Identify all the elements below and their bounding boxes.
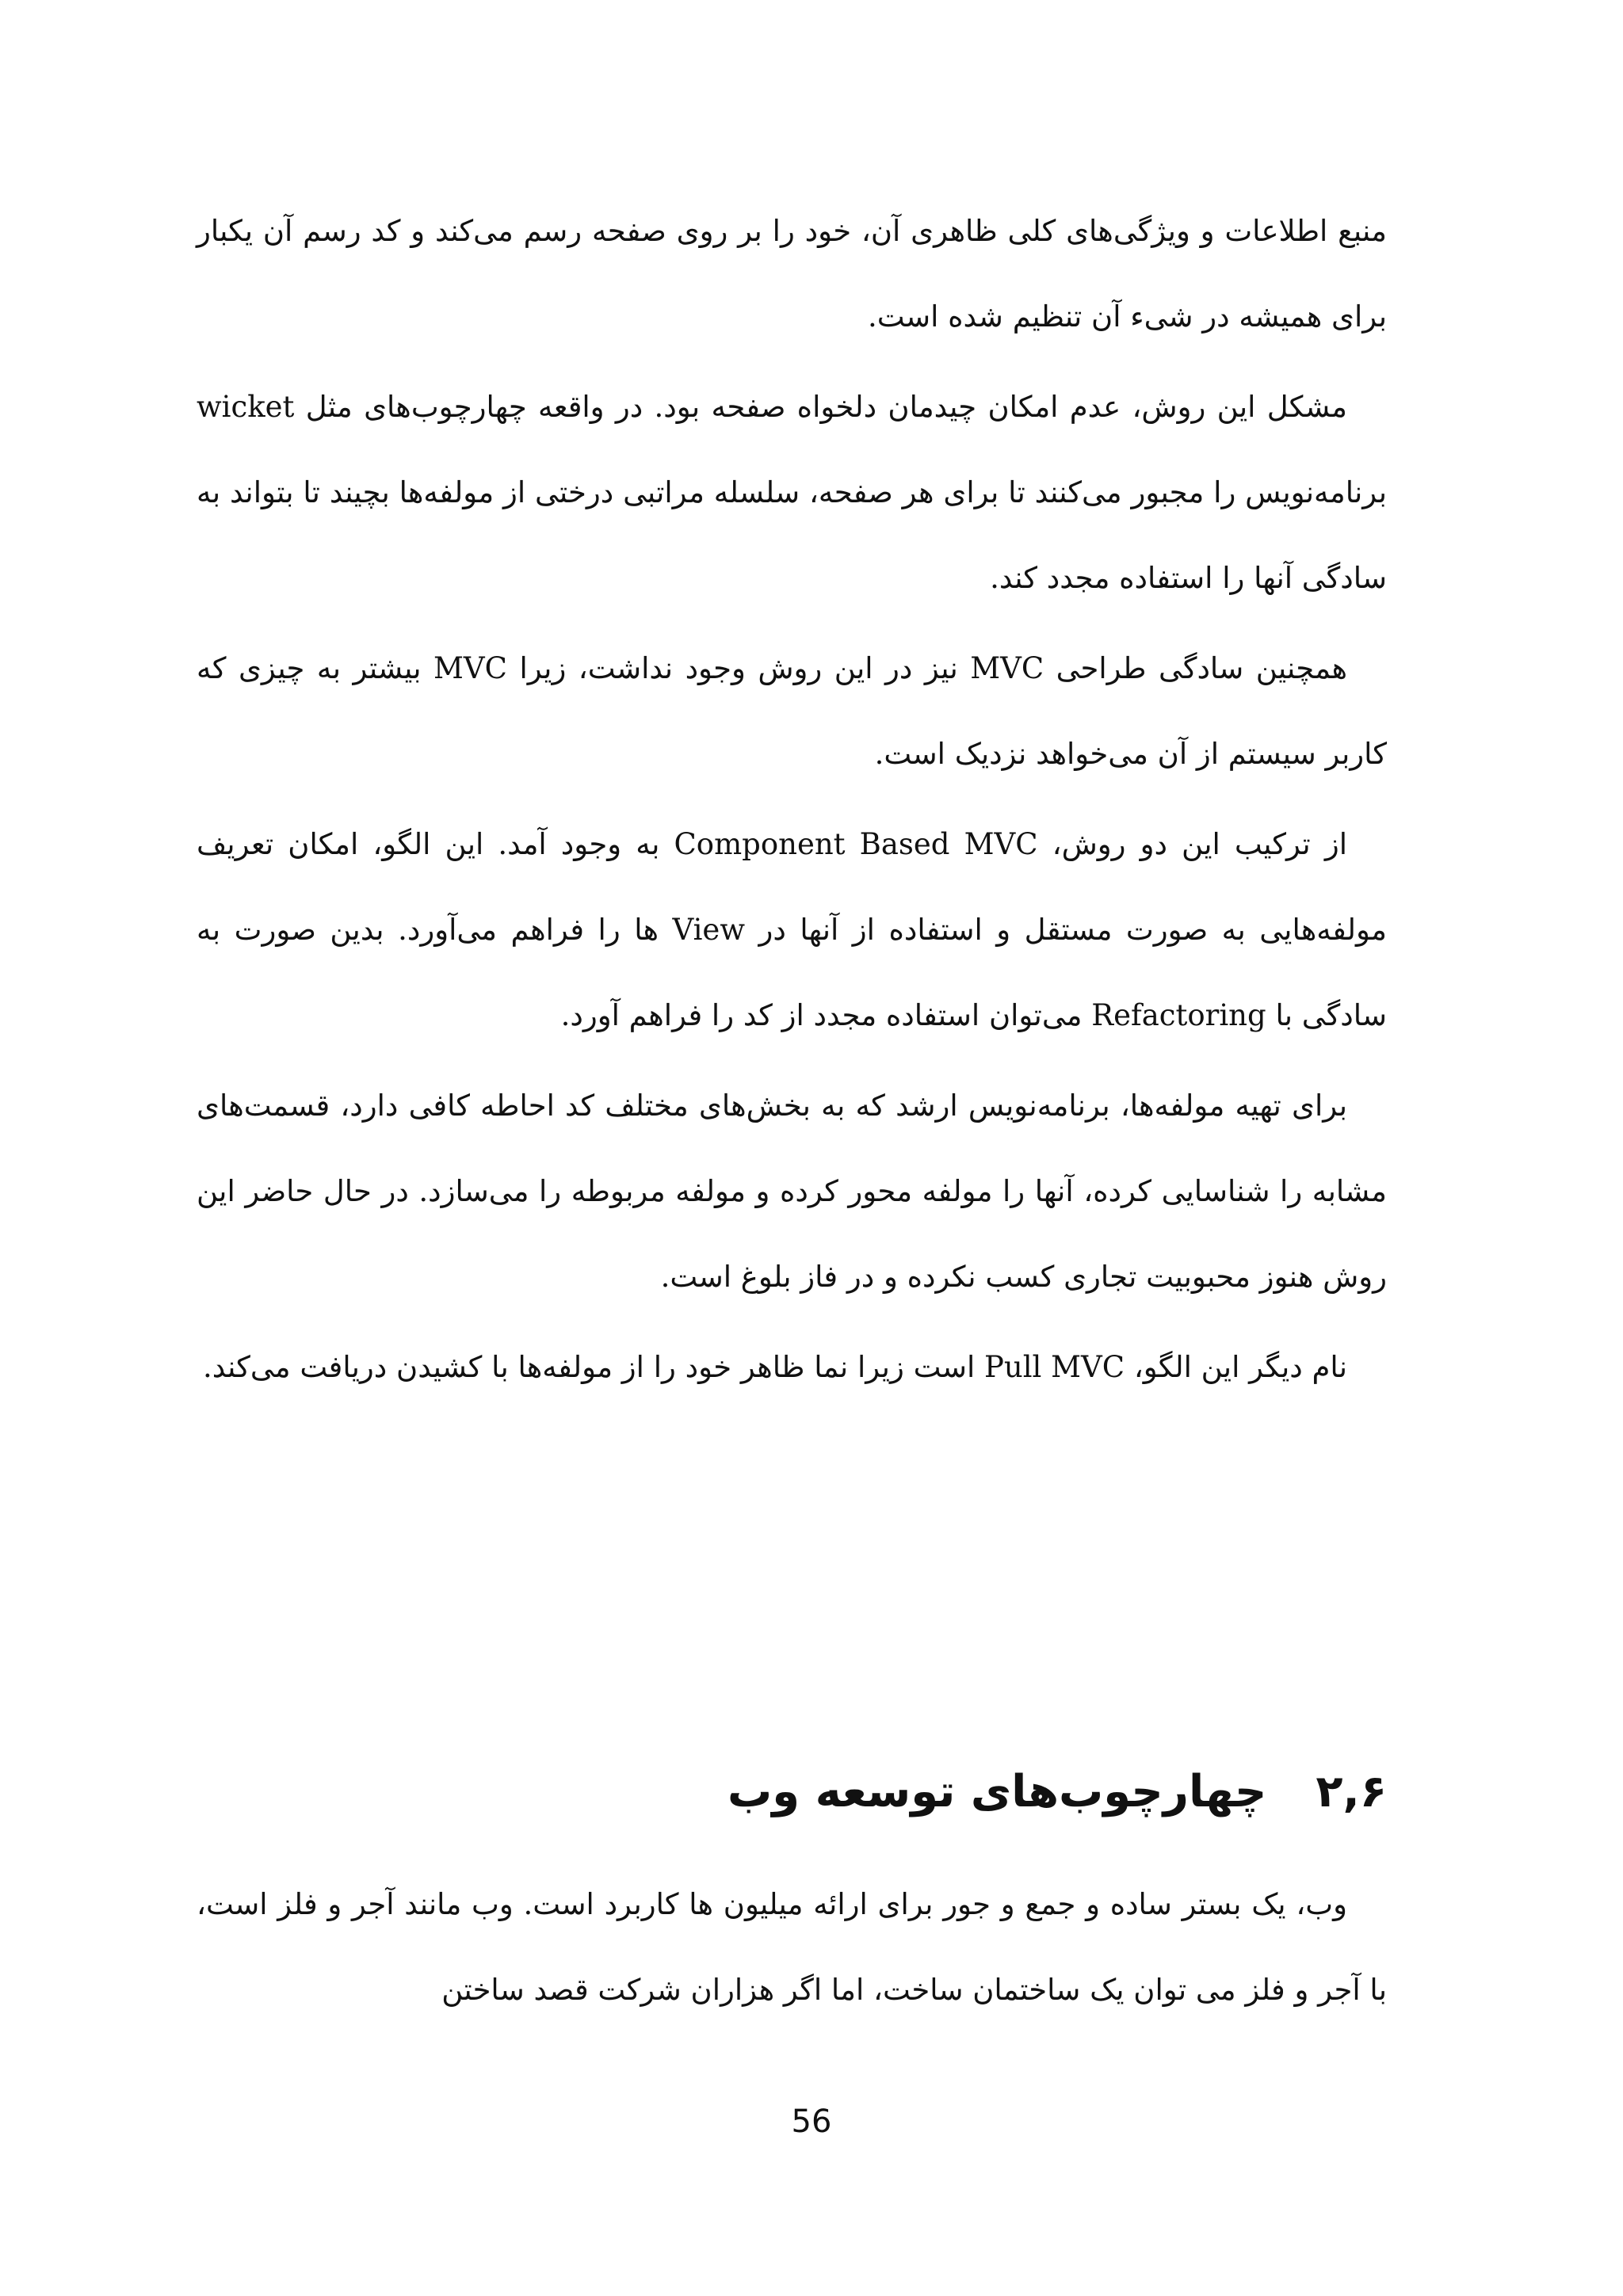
page-number: 56 <box>791 2103 832 2140</box>
paragraph-source-drawing: منبع اطلاعات و ویژگی‌های کلی ظاهری آن، خود را بر روی صفحه رسم می‌کند و کد رسم آن یکبار برای همیشه در شیء آن تنظیم شده است. <box>197 214 1387 334</box>
section-title: چهارچوب‌های توسعه وب <box>727 1766 1267 1817</box>
section-heading <box>727 1760 1387 1824</box>
paragraph-component-based-mvc: از ترکیب این دو روش، Component Based MVC به وجود آمد. این الگو، امکان تعریف مولفه‌هایی به صورت مستقل و استفاده از آنها در View ها را فراهم می‌آورد. بدین صورت به سادگی با Refactoring می‌توان استفاده مجدد از کد را فراهم آورد. <box>197 827 1387 1032</box>
section-number: ۲,۶ <box>1316 1766 1387 1817</box>
paragraph-component-creation: برای تهیه مولفه‌ها، برنامه‌نویس ارشد که به بخش‌های مختلف کد احاطه کافی دارد، قسمت‌های مشابه را شناسایی کرده، آنها را مولفه محور کرده و مولفه مربوطه را می‌سازد. در حال حاضر این روش هنوز محبوبیت تجاری کسب نکرده و در فاز بلوغ است. <box>197 1089 1387 1294</box>
paragraph-mvc-simplicity: همچنین سادگی طراحی MVC نیز در این روش وجود نداشت، زیرا MVC بیشتر به چیزی که کاربر سیستم از آن می‌خواهد نزدیک است. <box>197 651 1387 771</box>
body-text-top <box>197 189 1387 1410</box>
paragraph-web-intro: وب، یک بستر ساده و جمع و جور برای ارائه میلیون ها کاربرد است. وب مانند آجر و فلز است، با آجر و فلز می توان یک ساختمان ساخت، اما اگر هزاران شرکت قصد ساختن <box>197 1887 1387 2007</box>
paragraph-layout-problem: مشکل این روش، عدم امکان چیدمان دلخواه صفحه بود. در واقعه چهارچوب‌های مثل wicket برنامه‌نویس را مجبور می‌کنند تا برای هر صفحه، سلسله مراتبی درختی از مولفه‌ها بچیند تا بتواند به سادگی آنها را استفاده مجدد کند. <box>197 390 1387 595</box>
body-text-bottom <box>197 1862 1387 2033</box>
paragraph-pull-mvc: نام دیگر این الگو، Pull MVC است زیرا نما ظاهر خود را از مولفه‌ها با کشیدن دریافت می‌کند. <box>202 1350 1347 1384</box>
